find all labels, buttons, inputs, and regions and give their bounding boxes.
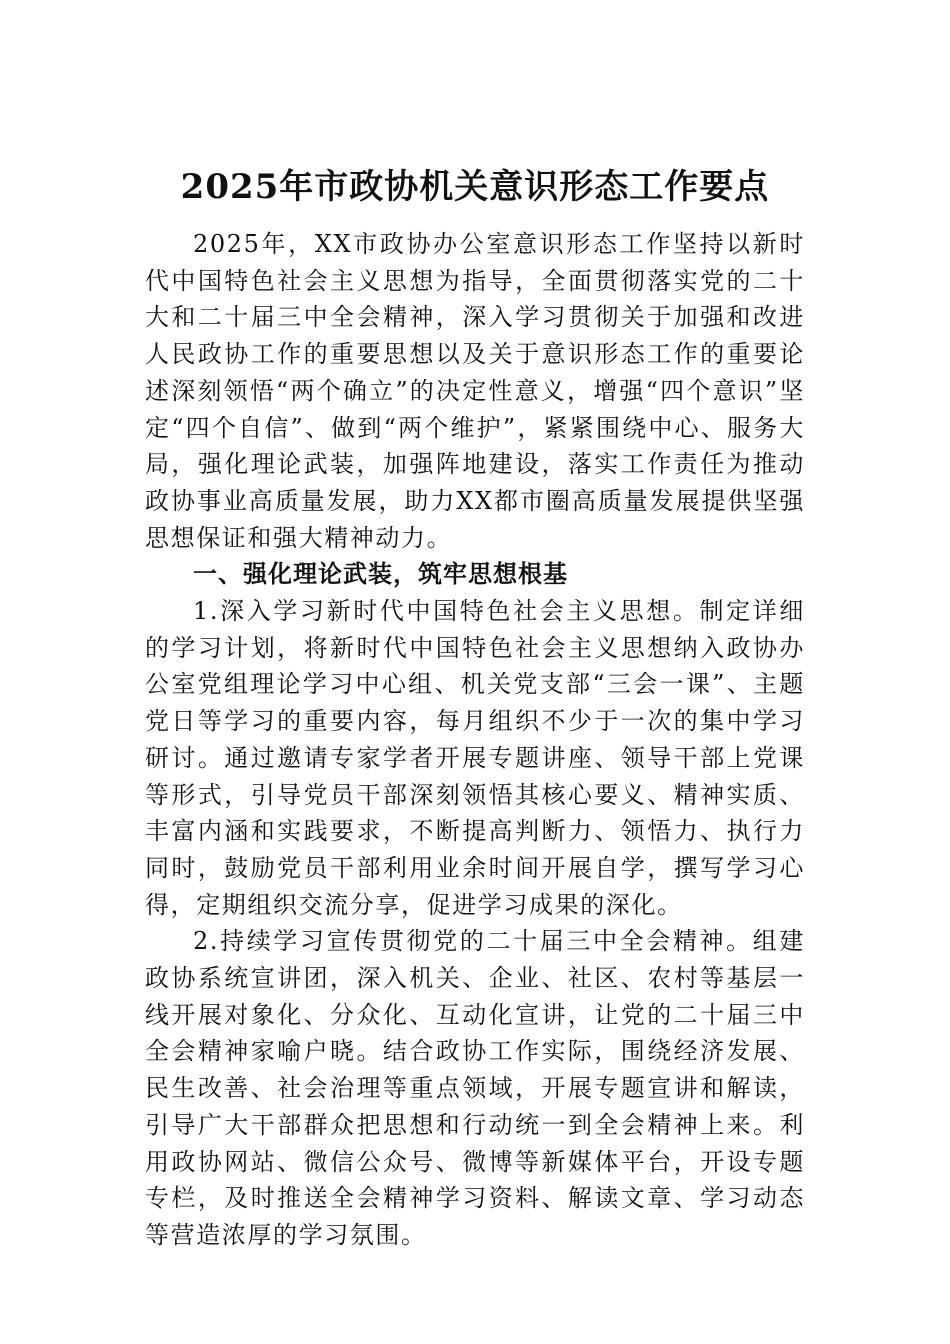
item-paragraph-1: 1.深入学习新时代中国特色社会主义思想。制定详细的学习计划，将新时代中国特色社会主义思想纳入政协办公室党组理论学习中心组、机关党支部“三会一课”、主题党日等学习的重要内容，每月组织不少于一次的集中学习研讨。通过邀请专家学者开展专题讲座、领导干部上党课等形式，引导党员干部深刻领悟其核心要义、精神实质、丰富内涵和实践要求，不断提高判断力、领悟力、执行力同时，鼓励党员干部利用业余时间开展自学，撰写学习心得，定期组织交流分享，促进学习成果的深化。 [145,597,805,919]
intro-paragraph: 2025年，XX市政协办公室意识形态工作坚持以新时代中国特色社会主义思想为指导，全面贯彻落实党的二十大和二十届三中全会精神，深入学习贯彻关于加强和改进人民政协工作的重要思想以及关于意识形态工作的重要论述深刻领悟“两个确立”的决定性意义，增强“四个意识”坚定“四个自信”、做到“两个维护”，紧紧围绕中心、服务大局，强化理论武装，加强阵地建设，落实工作责任为推动政协事业高质量发展，助力XX都市圈高质量发展提供坚强思想保证和强大精神动力。 [145,230,805,552]
item-paragraph-2: 2.持续学习宣传贯彻党的二十届三中全会精神。组建政协系统宣讲团，深入机关、企业、社区、农村等基层一线开展对象化、分众化、互动化宣讲，让党的二十届三中全会精神家喻户晓。结合政协工作实际，围绕经济发展、民生改善、社会治理等重点领域，开展专题宣讲和解读，引导广大干部群众把思想和行动统一到全会精神上来。利用政协网站、微信公众号、微博等新媒体平台，开设专题专栏，及时推送全会精神学习资料、解读文章、学习动态等营造浓厚的学习氛围。 [145,927,805,1249]
document-title: 2025年市政协机关意识形态工作要点 [180,167,770,207]
section-heading-1: 一、强化理论武装，筑牢思想根基 [193,560,568,589]
document-body [145,226,805,1254]
